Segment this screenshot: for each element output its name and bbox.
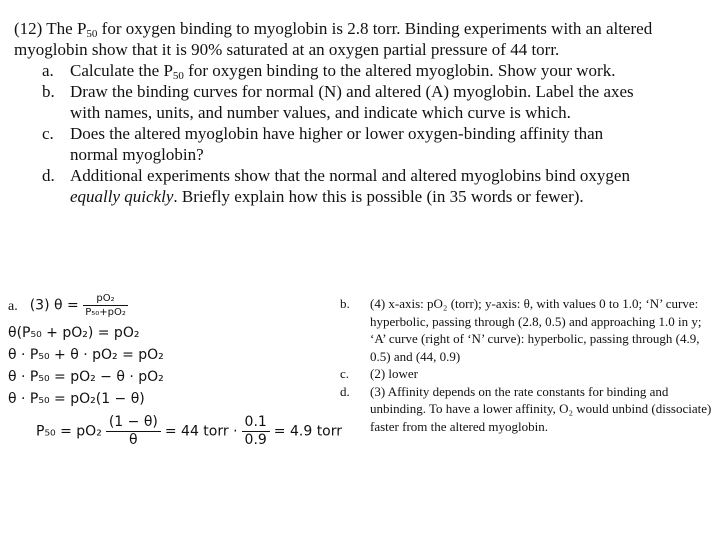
final-ratio-fraction [242, 414, 270, 449]
part-d [14, 165, 654, 207]
part-c-text: Does the altered myoglobin have higher or lower oxygen-binding affinity than normal myoglobin? [70, 124, 604, 164]
part-c-label: c. [42, 124, 54, 143]
final-lhs: P₅₀ = pO₂ [36, 423, 102, 440]
answer-a-derivation [8, 292, 358, 454]
final-ratio-numerator: 0.1 [242, 414, 270, 432]
answer-b-label: b. [340, 296, 350, 311]
answers-b-c-d [340, 295, 715, 435]
problem-intro [14, 18, 654, 60]
derivation-line-5: θ · P₅₀ = pO₂(1 − θ) [8, 391, 145, 407]
final-fraction-denominator: θ [129, 432, 138, 448]
part-b-text: Draw the binding curves for normal (N) and altered (A) myoglobin. Label the axes with names, units, and number values, and indicate which curve is which. [70, 82, 634, 122]
problem-intro-subscript: 50 [86, 28, 98, 40]
part-a-label: a. [42, 61, 54, 80]
problem-statement [14, 18, 654, 207]
final-middle: = 44 torr · [164, 423, 238, 440]
part-a-text-2: for oxygen binding to the altered myoglobin. Show your work. [183, 61, 616, 80]
saturation-denominator: P₅₀+pO₂ [85, 307, 126, 318]
derivation-line-2: θ(P₅₀ + pO₂) = pO₂ [8, 325, 140, 341]
answer-b-text: (4) x-axis: pO₂ (torr); y-axis: θ, with values 0 to 1.0; ‘N’ curve: hyperbolic, passing through (2.8, 0.5) and approaching 1.0 in y; ‘A’ curve (right of ‘N’ curve): hyperbolic, passing through (4.9, 0.5) and (44, 0.9) [370, 296, 702, 364]
derivation-line-3: θ · P₅₀ + θ · pO₂ = pO₂ [8, 347, 164, 363]
part-c [14, 123, 654, 165]
problem-number: (12) [14, 19, 43, 38]
part-a [14, 60, 654, 81]
answer-d-label: d. [340, 383, 350, 399]
answer-a-points: (3) [29, 297, 50, 314]
part-b-label: b. [42, 82, 55, 101]
theta-equation: θ = [54, 297, 79, 314]
answer-d-text: (3) Affinity depends on the rate constants for binding and unbinding. To have a lower affinity, O₂ would unbind (dissociate) faster from the altered myoglobin. [370, 383, 712, 434]
derivation-line-1 [8, 292, 358, 322]
part-d-emphasis: equally quickly [70, 187, 174, 206]
part-d-text-2: . Briefly explain how this is possible (in 35 words or fewer). [173, 187, 584, 206]
part-a-subscript: 50 [172, 70, 184, 82]
answer-b [340, 295, 715, 365]
problem-intro-text-2: for oxygen binding to myoglobin is 2.8 torr. Binding experiments with an altered myoglobin show that it is 90% saturated at an oxygen partial pressure of 44 torr. [14, 19, 653, 59]
answer-c [340, 365, 715, 383]
final-fraction-numerator: (1 − θ) [106, 414, 161, 432]
final-fraction [106, 414, 161, 449]
problem-intro-text-1: The P [42, 19, 87, 38]
part-a-text-1: Calculate the P [70, 61, 173, 80]
part-d-label: d. [42, 166, 55, 185]
part-d-text-1: Additional experiments show that the normal and altered myoglobins bind oxygen [70, 166, 630, 185]
answer-c-text: (2) lower [370, 366, 419, 381]
answer-c-label: c. [340, 366, 350, 381]
answer-a-label: a. [8, 298, 18, 314]
final-result: = 4.9 torr [273, 423, 343, 440]
saturation-numerator: pO₂ [83, 292, 128, 306]
saturation-fraction [83, 292, 128, 319]
part-b [14, 81, 654, 123]
derivation-final-line [8, 414, 358, 454]
problem-parts [14, 60, 654, 207]
final-ratio-denominator: 0.9 [244, 432, 267, 448]
derivation-line-4: θ · P₅₀ = pO₂ − θ · pO₂ [8, 369, 164, 385]
answer-d [340, 383, 715, 436]
